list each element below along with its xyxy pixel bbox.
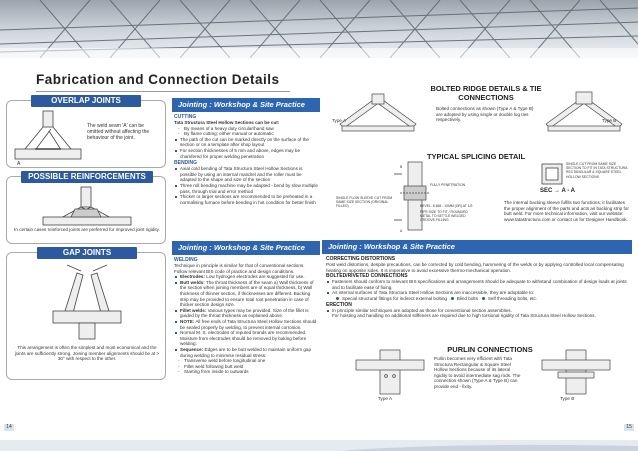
cutting-intro: Tata Structura Steel Hollow Sections can be cut: (174, 120, 280, 125)
splice-label-bevel: BEVEL: 6 MM - 10MM (OR) AT 1/3 (420, 204, 473, 208)
welding-bullet: Fillet welds: Various types may be provided. Size of the fillet is guided by the throat thickness as explained above. (174, 308, 318, 319)
gap-joints-box (6, 248, 166, 380)
svg-text:B: B (400, 165, 403, 169)
section-bar-3: Jointing : Workshop & Site Practice (322, 240, 632, 254)
section-bar-2: Jointing : Workshop & Site Practice (172, 241, 320, 255)
reinforcement-diagram (37, 185, 137, 227)
overlap-joints-heading: OVERLAP JOINTS (31, 95, 141, 107)
bending-bullet: Three roll bending machine may be adapted - bend by slow multiple pass, through trial and error method (174, 183, 318, 194)
site-practice-block (326, 256, 632, 319)
splice-label-pipe: PIPE SIZE TO FIT / ROUNDED METAL TO SETTLE WELDED GROOVE FILLING (420, 210, 468, 223)
reinforcements-caption: In certain cases reinforced joints are preferred for improved joint rigidity. (14, 227, 160, 232)
welding-bullet: Electrodes: Low hydrogen electrodes are suggested for use. (174, 274, 318, 280)
page-number-right: 15 (624, 424, 634, 431)
bolted-ridge-diagram-a (332, 80, 422, 136)
cutting-bullet: For section thicknesses of 5 mm and above, edges may be chamfered for proper welding penetration (174, 148, 318, 159)
svg-text:A: A (400, 229, 403, 233)
correcting-text: Post weld distortions, despite precautions, can be corrected by cold bending, hammering of the welds or by applying controlled local compensating heating on opposite sides. It is imperative to avoid excessive thermo-mechanical operation. (326, 262, 624, 273)
ridge-type-b-label: Type B (602, 118, 617, 123)
overlap-joint-diagram (13, 109, 83, 167)
purlin-diagram-b (536, 346, 616, 402)
bolted-heading: BOLTED/RIVETED CONNECTIONS (326, 273, 408, 280)
overlap-joints-text: The weld seam 'A' can be omitted without affecting the behaviour of the joint. (87, 123, 150, 141)
sequence-item: - Starting from inside to outwards (174, 369, 318, 375)
welding-bullet: Normal M. S. electrodes of reputed brands are recommended. Moisture from electrodes should be removed by baking before welding. (174, 330, 318, 347)
bolted-ridge-diagram-b (538, 80, 630, 136)
gap-joints-heading: GAP JOINTS (37, 247, 137, 259)
splice-section-icon (540, 162, 564, 186)
welding-bullet: NOTE: All free ends of Tata Structura Steel Hollow Sections should be sealed properly by welding, to prevent internal corrosion. (174, 319, 318, 330)
cutting-heading: CUTTING (174, 114, 197, 120)
fastener-type: Self threading bolts, etc. (487, 295, 538, 301)
splicing-text: The internal backing sleeve fulfils two functions; it facilitates the proper alignment of the parts and acts as backing strip for butt weld. For more technical information, visit our website: www.tatastructura.com or contact us for Designer Handbook. (504, 200, 629, 222)
reinforcements-box (6, 172, 166, 244)
overlap-label-a: A (17, 161, 21, 167)
purlin-diagram-a (350, 346, 430, 402)
reinforcements-heading: POSSIBLE REINFORCEMENTS (21, 171, 153, 183)
welding-bullet: Butt welds: The throat thickness of the seam a) Wall thickness of the section when joining members are of equal thickness, b) Wall thickness of thinner section, if thicknesses are different. Backing strip may be provided to ensure total root penetration in case of thicker section design size. (174, 280, 318, 308)
purlin-type-b-label: Type B (560, 396, 575, 401)
cutting-bending-block (174, 114, 318, 205)
page-number-left: 14 (4, 424, 14, 431)
purlin-type-a-label: Type A (378, 396, 393, 401)
splicing-title: TYPICAL SPLICING DETAIL (426, 152, 526, 161)
bending-bullet: Thicker or larger sections are recommended to be preheated in a normalising furnace before bending in hot condition for better finish (174, 194, 318, 205)
welding-bullet: Sequence: Edges are to be butt welded to maintain uniform gap during welding to minimise residual stress: (174, 347, 318, 358)
correcting-heading: CORRECTING DISTORTIONS (326, 256, 396, 262)
cutting-item: - By flame cutting; either manual or automatic (174, 131, 318, 137)
bending-heading: BENDING (174, 160, 198, 167)
fastener-type: Blind bolts (456, 295, 478, 301)
bolted-ridge-text: Bolted connections as shown (Type A & Type B) are adopted by using single or double lug ties respectively. (436, 106, 534, 123)
welding-block (174, 257, 318, 375)
splice-label-single: SINGLE FLOW SLEEVE CUT FROM SAME SIZE SECTION (ORIGINAL FILLED) (336, 196, 393, 209)
fastener-type: Special structural fittings for indirect external bolting (342, 295, 447, 301)
erection-heading: ERECTION (326, 301, 352, 308)
purlin-text: Purlin becomes very efficient with Tata Structura Rectangular & Square Steel Hollow Sections because of its lateral rigidity to avoid intermediate sag rods. The connection shown (Type A & Type B) can provide end - fixity. (434, 356, 521, 389)
overlap-joints-box (6, 96, 166, 168)
bolted-bullet: As internal surfaces of Tata Structura Steel Hollow Sections are inaccessible, they are adoptable to: (326, 290, 632, 296)
welding-heading: WELDING (174, 257, 198, 263)
footer-band (0, 440, 638, 451)
bending-bullet: Axial cold bending of Tata Structura Steel Hollow Sections is possible by using an internal mandrel and the roller must be adapted to the shape and size of the section (174, 166, 318, 183)
section-bar-1: Jointing : Workshop & Site Practice (172, 98, 320, 112)
sequence-item: - Fillet weld following butt weld (174, 364, 318, 370)
welding-intro: Technique in principle is similar for that of conventional sections. Follow relevant BIS code of practice and design conditions. (174, 263, 305, 274)
page-title: Fabrication and Connection Details (36, 72, 280, 87)
header-roof-photo (0, 0, 638, 58)
sequence-item: - Transverse weld before longitudinal one (174, 358, 318, 364)
ridge-type-a-label: Type A (332, 118, 347, 123)
gap-joint-diagram (47, 261, 127, 341)
erection-text: For hoisting and handling no additional stiffeners are required due to high torsional rigidity of Tata Structura Steel Hollow Sections. (332, 313, 596, 319)
cutting-bullet: The path of the cut can be marked directly on the surface of the section or on a template after shop layout (174, 137, 318, 148)
purlin-title: PURLIN CONNECTIONS (447, 345, 533, 354)
erection-bullet: In principle similar techniques are adopted as those for conventional section assemblies. (326, 308, 632, 314)
gap-joints-caption: This arrangement is often the simplest and most economical and the joints are sufficiently strong. Joining member alignments should be at > 30° with respect to the other. (14, 345, 160, 362)
bolted-ridge-title: BOLTED RIDGE DETAILS & TIE CONNECTIONS (430, 84, 542, 102)
svg-text:FULLY PENETRATION: FULLY PENETRATION (430, 183, 466, 187)
bolted-bullet: Fasteners should conform to relevant BIS specifications and arrangements should be adequate to withstand combination of design loads at joints and to facilitate ease of fixing. (326, 279, 632, 290)
cutting-item: - By means of a heavy duty circular/hand saw (174, 126, 318, 132)
title-divider (36, 91, 290, 92)
splice-label-sleeve: SINGLE CUT FROM SAME SIZE SECTION TO FIT IN TATA STRUCTURA RECTANGULAR & SQUARE STEEL HOLLOW SECTIONS (566, 162, 628, 179)
section-aa-label: SEC → A - A (540, 188, 576, 194)
